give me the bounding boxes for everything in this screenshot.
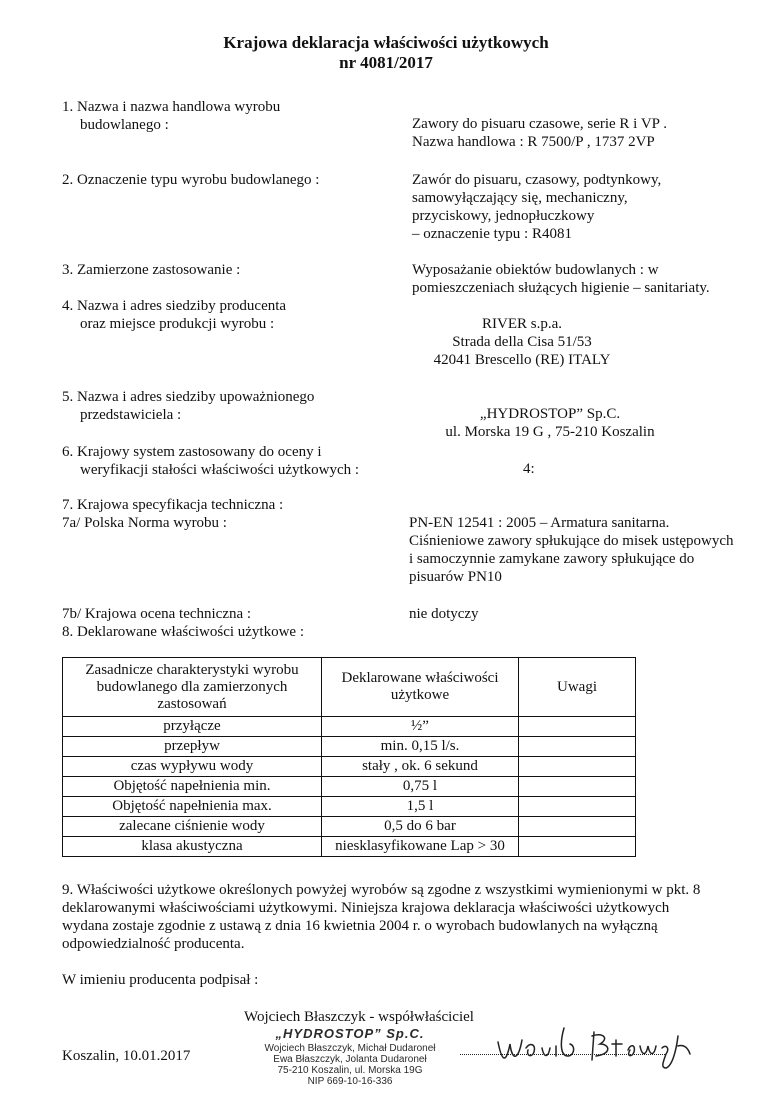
- table-cell: 0,75 l: [322, 777, 519, 797]
- table-header-remarks: Uwagi: [519, 658, 636, 717]
- table-cell: przepływ: [63, 737, 322, 757]
- table-row: [63, 837, 636, 857]
- table-cell: Objętość napełnienia min.: [63, 777, 322, 797]
- place-and-date: Koszalin, 10.01.2017: [62, 1048, 191, 1064]
- section-9-text: 9. Właściwości użytkowe określonych powyżej wyrobów są zgodne z wszystkimi wymienionymi w pkt. 8 deklarowanymi właściwościami użytkowymi. Niniejsza krajowa deklaracja właściwości użytkowych wydana zostaje zgodnie z ustawą z dnia 16 kwietnia 2004 r. o wyrobach budowlanych na wyłączną odpowiedzialność producenta.: [62, 882, 701, 952]
- table-row: [63, 737, 636, 757]
- section-7a-label: 7a/ Polska Norma wyrobu :: [62, 515, 227, 531]
- table-cell: stały , ok. 6 sekund: [322, 757, 519, 777]
- section-1-value: Zawory do pisuaru czasowe, serie R i VP . Nazwa handlowa : R 7500/P , 1737 2VP: [412, 116, 667, 150]
- table-header-declared: Deklarowane właściwości użytkowe: [322, 658, 519, 717]
- company-stamp: „HYDROSTOP” Sp.C. Wojciech Błaszczyk, Michał Dudaroneł Ewa Błaszczyk, Jolanta Dudaroneł 75-210 Koszalin, ul. Morska 19G NIP 669-10-16-336: [264, 1026, 436, 1087]
- document-number: nr 4081/2017: [339, 53, 433, 72]
- table-cell: przyłącze: [63, 717, 322, 737]
- table-header-characteristics: Zasadnicze charakterystyki wyrobu budowlanego dla zamierzonych zastosowań: [63, 658, 322, 717]
- section-3-value: Wyposażanie obiektów budowlanych : w pomieszczeniach służących higienie – sanitariaty.: [412, 262, 710, 296]
- table-row: [63, 817, 636, 837]
- section-2-value: Zawór do pisuaru, czasowy, podtynkowy, samowyłączający się, mechaniczny, przyciskowy, jednopłuczkowy – oznaczenie typu : R4081: [412, 172, 662, 242]
- table-cell: zalecane ciśnienie wody: [63, 817, 322, 837]
- section-7b-label: 7b/ Krajowa ocena techniczna :: [62, 606, 252, 622]
- table-cell: [519, 737, 636, 757]
- properties-table: [62, 657, 636, 857]
- section-5-label: 5. Nazwa i adres siedziby upoważnionego przedstawiciela :: [62, 389, 315, 423]
- table-cell: [519, 797, 636, 817]
- table-row: [63, 757, 636, 777]
- table-cell: klasa akustyczna: [63, 837, 322, 857]
- table-cell: min. 0,15 l/s.: [322, 737, 519, 757]
- section-2-label: 2. Oznaczenie typu wyrobu budowlanego :: [62, 172, 320, 188]
- section-1-label: 1. Nazwa i nazwa handlowa wyrobu budowlanego :: [62, 99, 281, 133]
- table-cell: 0,5 do 6 bar: [322, 817, 519, 837]
- table-cell: [519, 837, 636, 857]
- section-6-label: 6. Krajowy system zastosowany do oceny i weryfikacji stałości właściwości użytkowych :: [62, 444, 360, 478]
- table-cell: czas wypływu wody: [63, 757, 322, 777]
- table-row: [63, 717, 636, 737]
- section-3-label: 3. Zamierzone zastosowanie :: [62, 262, 241, 278]
- table-row: [63, 777, 636, 797]
- table-cell: [519, 757, 636, 777]
- table-cell: 1,5 l: [322, 797, 519, 817]
- table-cell: [519, 777, 636, 797]
- table-cell: [519, 817, 636, 837]
- document-title: Krajowa deklaracja właściwości użytkowych: [223, 33, 549, 52]
- section-4-label: 4. Nazwa i adres siedziby producenta oraz miejsce produkcji wyrobu :: [62, 298, 287, 332]
- table-cell: ½”: [322, 717, 519, 737]
- table-cell: [519, 717, 636, 737]
- section-7b-value: nie dotyczy: [409, 606, 479, 622]
- table-cell: niesklasyfikowane Lap > 30: [322, 837, 519, 857]
- section-5-value: „HYDROSTOP” Sp.C. ul. Morska 19 G , 75-210 Koszalin: [445, 406, 655, 440]
- handwritten-signature: [490, 1022, 710, 1072]
- section-4-value: RIVER s.p.a. Strada della Cisa 51/53 42041 Brescello (RE) ITALY: [433, 316, 611, 368]
- table-cell: Objętość napełnienia max.: [63, 797, 322, 817]
- section-8-label: 8. Deklarowane właściwości użytkowe :: [62, 624, 305, 640]
- section-7a-value: PN-EN 12541 : 2005 – Armatura sanitarna. Ciśnieniowe zawory spłukujące do misek ustępowych i samoczynnie zamykane zawory spłukujące do pisuarów PN10: [409, 515, 734, 585]
- section-7-label: 7. Krajowa specyfikacja techniczna :: [62, 497, 284, 513]
- signed-by-label: W imieniu producenta podpisał :: [62, 972, 259, 988]
- table-row: [63, 797, 636, 817]
- table-header-row: [63, 658, 636, 717]
- section-6-value: 4:: [523, 461, 535, 477]
- signer-name: Wojciech Błaszczyk - współwłaściciel: [244, 1009, 474, 1025]
